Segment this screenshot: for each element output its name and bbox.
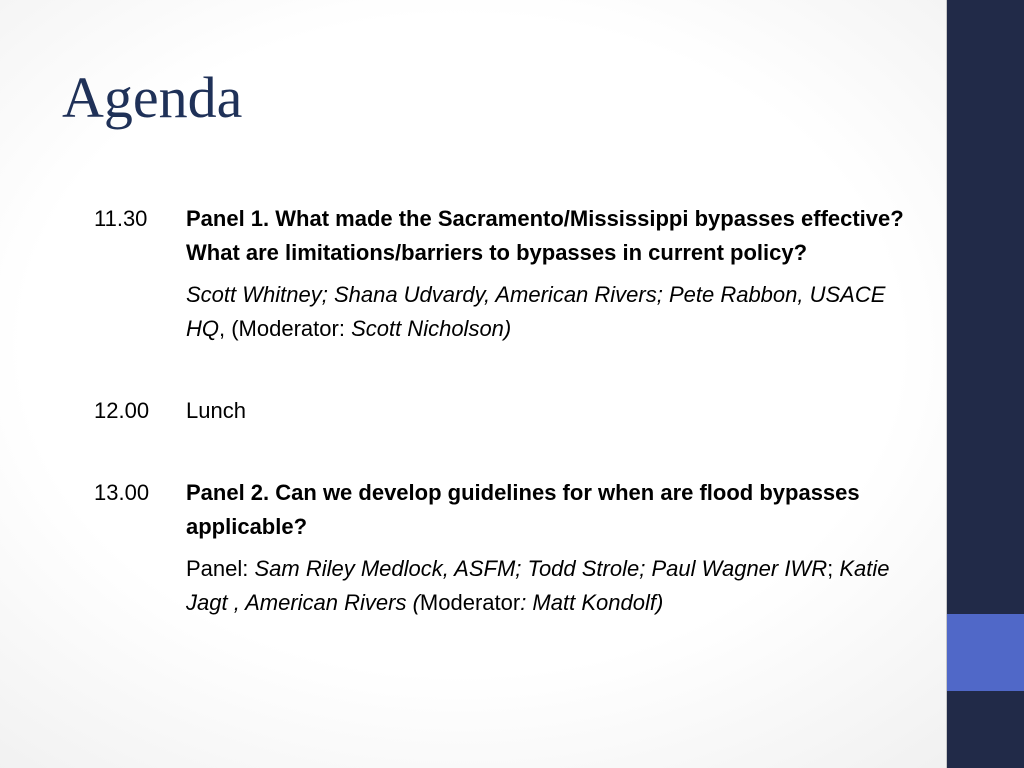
moderator-label: Moderator xyxy=(419,590,521,615)
agenda-body xyxy=(186,476,924,620)
agenda-body xyxy=(186,394,924,428)
agenda-body xyxy=(186,202,924,346)
participant-names-2: Katie Jagt , American Rivers ( xyxy=(186,556,890,615)
agenda-time: 12.00 xyxy=(94,398,150,423)
moderator-name: Scott Nicholson) xyxy=(351,316,512,341)
agenda-item-panel-2 xyxy=(94,476,924,620)
agenda-participants xyxy=(186,278,924,346)
panel-prefix: Panel: xyxy=(186,556,255,581)
moderator-label: (Moderator: xyxy=(231,316,352,341)
agenda-heading: Panel 1. What made the Sacramento/Mississippi bypasses effective? What are limitations/barriers to bypasses in current policy? xyxy=(186,206,904,265)
separator: , xyxy=(219,316,232,341)
agenda-heading: Lunch xyxy=(186,398,246,423)
sidebar-accent-block xyxy=(947,614,1024,691)
agenda-time: 11.30 xyxy=(94,206,148,231)
agenda-heading: Panel 2. Can we develop guidelines for when are flood bypasses applicable? xyxy=(186,480,860,539)
moderator-name: : Matt Kondolf) xyxy=(520,590,664,615)
participant-names: Sam Riley Medlock, ASFM; Todd Strole; Paul Wagner IWR xyxy=(254,556,828,581)
agenda-item-lunch xyxy=(94,394,924,428)
separator: ; xyxy=(827,556,840,581)
slide-title: Agenda xyxy=(62,65,243,130)
agenda-participants xyxy=(186,552,924,620)
participant-names: Scott Whitney; Shana Udvardy, American Rivers; Pete Rabbon, USACE HQ xyxy=(186,282,886,341)
agenda-list xyxy=(94,202,924,620)
agenda-item-panel-1 xyxy=(94,202,924,346)
agenda-time: 13.00 xyxy=(94,480,150,505)
